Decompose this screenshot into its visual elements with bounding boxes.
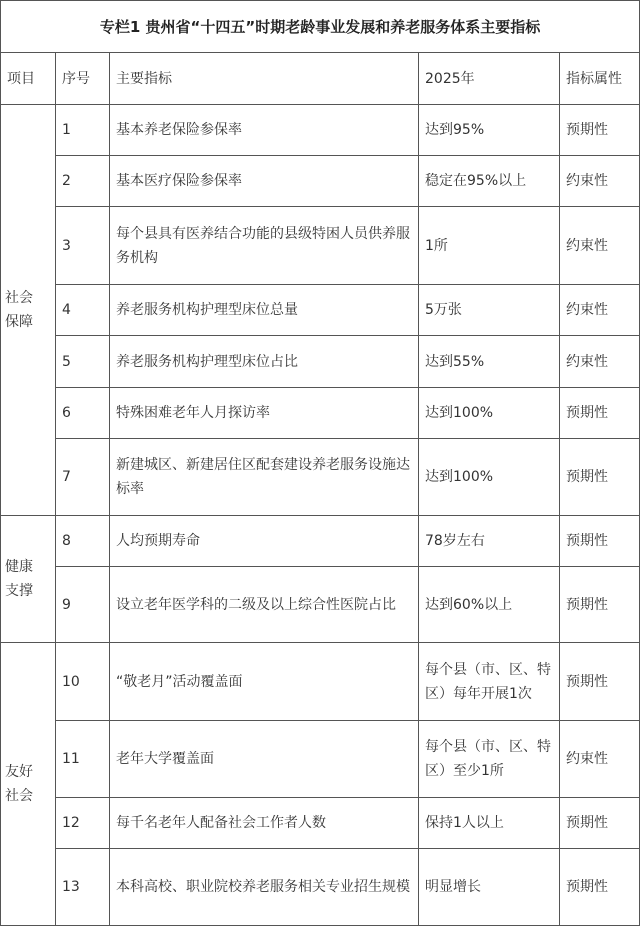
indicator-cell: 每千名老年人配备社会工作者人数	[110, 798, 419, 849]
target-cell: 达到100%	[419, 388, 560, 439]
indicator-cell: 本科高校、职业院校养老服务相关专业招生规模	[110, 849, 419, 926]
attribute-cell: 约束性	[560, 721, 640, 798]
table-row	[1, 285, 640, 336]
header-attribute: 指标属性	[560, 53, 640, 105]
indicator-cell: 基本养老保险参保率	[110, 105, 419, 156]
attribute-cell: 约束性	[560, 285, 640, 336]
attribute-cell: 约束性	[560, 336, 640, 388]
table-row	[1, 439, 640, 516]
table-row	[1, 721, 640, 798]
row-number: 1	[56, 105, 110, 156]
category-cell: 友好 社会	[1, 643, 56, 926]
attribute-cell: 预期性	[560, 643, 640, 721]
indicator-cell: 每个县具有医养结合功能的县级特困人员供养服务机构	[110, 207, 419, 285]
target-cell: 达到60%以上	[419, 567, 560, 643]
table-row	[1, 849, 640, 926]
indicator-cell: 基本医疗保险参保率	[110, 156, 419, 207]
row-number: 3	[56, 207, 110, 285]
table-row	[1, 207, 640, 285]
table-row	[1, 105, 640, 156]
table-row	[1, 567, 640, 643]
row-number: 13	[56, 849, 110, 926]
header-row	[1, 53, 640, 105]
table-row	[1, 643, 640, 721]
target-cell: 明显增长	[419, 849, 560, 926]
attribute-cell: 预期性	[560, 516, 640, 567]
indicator-cell: 新建城区、新建居住区配套建设养老服务设施达标率	[110, 439, 419, 516]
row-number: 7	[56, 439, 110, 516]
attribute-cell: 预期性	[560, 105, 640, 156]
category-cell: 健康 支撑	[1, 516, 56, 643]
attribute-cell: 预期性	[560, 798, 640, 849]
target-cell: 达到55%	[419, 336, 560, 388]
attribute-cell: 约束性	[560, 156, 640, 207]
header-indicator: 主要指标	[110, 53, 419, 105]
target-cell: 1所	[419, 207, 560, 285]
header-target: 2025年	[419, 53, 560, 105]
indicator-cell: 老年大学覆盖面	[110, 721, 419, 798]
indicator-cell: 特殊困难老年人月探访率	[110, 388, 419, 439]
row-number: 8	[56, 516, 110, 567]
attribute-cell: 预期性	[560, 849, 640, 926]
indicator-cell: 养老服务机构护理型床位占比	[110, 336, 419, 388]
indicator-cell: “敬老月”活动覆盖面	[110, 643, 419, 721]
row-number: 5	[56, 336, 110, 388]
row-number: 4	[56, 285, 110, 336]
table-title: 专栏1 贵州省“十四五”时期老龄事业发展和养老服务体系主要指标	[1, 1, 640, 53]
row-number: 6	[56, 388, 110, 439]
row-number: 11	[56, 721, 110, 798]
header-no: 序号	[56, 53, 110, 105]
table-row	[1, 798, 640, 849]
attribute-cell: 预期性	[560, 388, 640, 439]
target-cell: 78岁左右	[419, 516, 560, 567]
target-cell: 达到95%	[419, 105, 560, 156]
row-number: 10	[56, 643, 110, 721]
category-cell: 社会 保障	[1, 105, 56, 516]
target-cell: 每个县（市、区、特区）每年开展1次	[419, 643, 560, 721]
indicator-cell: 人均预期寿命	[110, 516, 419, 567]
table-row	[1, 336, 640, 388]
header-category: 项目	[1, 53, 56, 105]
table-row	[1, 156, 640, 207]
attribute-cell: 约束性	[560, 207, 640, 285]
row-number: 9	[56, 567, 110, 643]
indicator-cell: 设立老年医学科的二级及以上综合性医院占比	[110, 567, 419, 643]
row-number: 2	[56, 156, 110, 207]
attribute-cell: 预期性	[560, 567, 640, 643]
attribute-cell: 预期性	[560, 439, 640, 516]
indicator-cell: 养老服务机构护理型床位总量	[110, 285, 419, 336]
target-cell: 每个县（市、区、特区）至少1所	[419, 721, 560, 798]
row-number: 12	[56, 798, 110, 849]
table-row	[1, 388, 640, 439]
target-cell: 稳定在95%以上	[419, 156, 560, 207]
target-cell: 达到100%	[419, 439, 560, 516]
target-cell: 5万张	[419, 285, 560, 336]
target-cell: 保持1人以上	[419, 798, 560, 849]
table-row	[1, 516, 640, 567]
